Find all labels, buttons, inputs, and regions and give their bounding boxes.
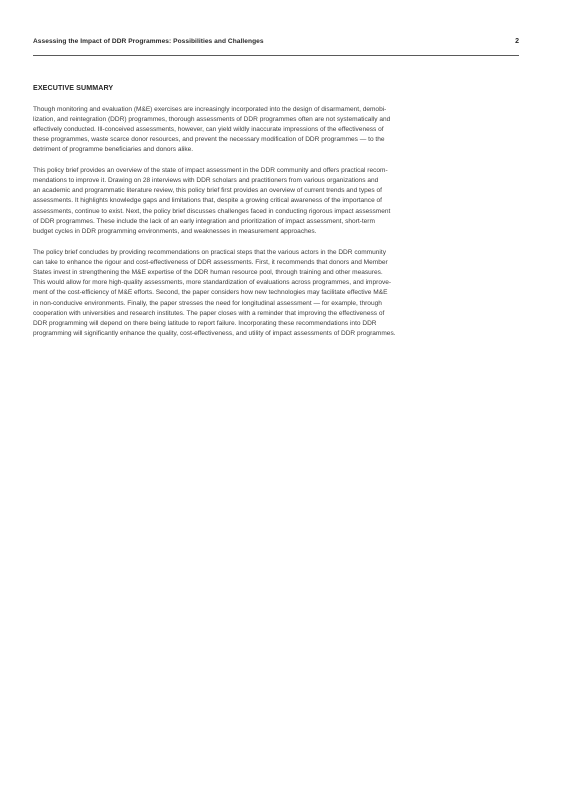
paragraph-line: The policy brief concludes by providing recommendations on practical steps that the various actors in the DDR community	[33, 248, 386, 256]
paragraph-line: these programmes, waste scarce donor resources, and prevent the necessary modification of DDR programmes — to the	[33, 136, 385, 144]
section-heading: EXECUTIVE SUMMARY	[33, 84, 114, 92]
paragraph-line: of DDR programmes. These include the lack of an early integration and prioritization of impact assessment, short-term	[33, 217, 375, 225]
paragraph-line: effectively conducted. Ill-conceived assessments, however, can yield wildly inaccurate impressions of the effectiveness of	[33, 125, 384, 133]
paragraph-line: can take to enhance the rigour and cost-effectiveness of DDR assessments. First, it recommends that donors and Member	[33, 258, 388, 266]
paragraph-line: ment of the cost-efficiency of M&E efforts. Second, the paper considers how new technologies may facilitate effective M&E	[33, 289, 388, 297]
paragraph-line: Though monitoring and evaluation (M&E) exercises are increasingly incorporated into the design of disarmament, demobi-	[33, 105, 387, 113]
paragraph-line: DDR programming will depend on there being latitude to report failure. Incorporating these recommendations into DDR	[33, 319, 377, 327]
paragraph-line: mendations to improve it. Drawing on 28 interviews with DDR scholars and practitioners from various organizations and	[33, 177, 379, 185]
running-header	[33, 38, 519, 50]
header-divider	[33, 55, 519, 56]
paragraph-line: programming will significantly enhance the quality, cost-effectiveness, and utility of impact assessments of DDR programmes.	[33, 330, 396, 338]
paragraph-line: lization, and reintegration (DDR) programmes, thorough assessments of DDR programmes often are not systematically and	[33, 115, 391, 123]
header-title: Assessing the Impact of DDR Programmes: Possibilities and Challenges	[33, 38, 264, 45]
paragraph-line: States invest in strengthening the M&E expertise of the DDR human resource pool, through training and other measures.	[33, 268, 383, 276]
paragraph-line: in non-conducive environments. Finally, the paper stresses the need for longitudinal assessment — for example, through	[33, 299, 382, 307]
paragraph-line: an academic and programmatic literature review, this policy brief first provides an overview of current trends and types of	[33, 187, 382, 195]
paragraph-overview	[33, 166, 519, 237]
paragraph-recommendations	[33, 248, 519, 340]
paragraph-line: budget cycles in DDR programming environments, and weaknesses in measurement approaches.	[33, 228, 317, 236]
paragraph-line: detriment of programme beneficiaries and donors alike.	[33, 146, 194, 154]
paragraph-line: cooperation with universities and research institutes. The paper closes with a reminder that improving the effectiveness of	[33, 309, 385, 317]
paragraph-line: assessments. It highlights knowledge gaps and limitations that, despite a growing critical awareness of the importance of	[33, 197, 382, 205]
paragraph-line: This policy brief provides an overview of the state of impact assessment in the DDR community and offers practical recom-	[33, 166, 388, 174]
page-number: 2	[515, 38, 519, 45]
paragraph-intro	[33, 105, 519, 156]
main-content	[33, 84, 519, 350]
paragraph-line: assessments, continue to exist. Next, the policy brief discusses challenges faced in conducting rigorous impact assessment	[33, 207, 391, 215]
paragraph-line: This would allow for more high-quality assessments, more standardization of evaluations across programmes, and improve-	[33, 279, 392, 287]
